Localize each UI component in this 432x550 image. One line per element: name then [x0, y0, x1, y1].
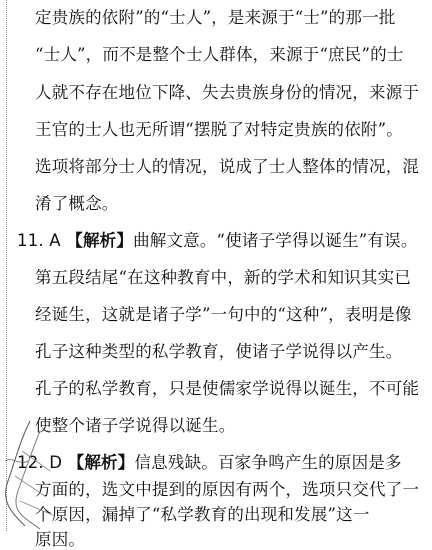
- text-line: 经诞生，这就是诸子学”一句中的“这种”，表明是像: [35, 305, 412, 324]
- text-line: 选项将部分士人的情况，说成了士人整体的情况，混: [35, 157, 420, 176]
- analysis-tag: 【解析】: [67, 453, 135, 472]
- scan-artifact-icon: [0, 411, 70, 531]
- answer-12-header: [17, 453, 432, 473]
- text-line: 第五段结尾“在这种教育中，新的学术和知识其实已: [35, 268, 412, 287]
- text-line: 孔子这种类型的私学教育，使诸子学说得以产生。: [35, 342, 403, 361]
- answer-choice: D: [49, 453, 63, 472]
- text-line: 孔子的私学教育，只是使儒家学说得以诞生，不可能: [35, 379, 420, 398]
- text-line: “士人”，而不是整个士人群体，来源于“庶民”的士: [35, 45, 404, 64]
- answer-text: 信息残缺。百家争鸣产生的原因是多: [134, 453, 402, 472]
- analysis-tag: 【解析】: [66, 231, 134, 250]
- text-line: 使整个诸子学说得以诞生。: [35, 416, 236, 435]
- text-line: 原因。: [35, 530, 86, 549]
- text-line: 淆了概念。: [35, 194, 119, 213]
- answer-choice: A: [49, 231, 61, 250]
- text-line: 定贵族的依附”的“士人”，是来源于“士”的那一批: [35, 8, 396, 27]
- answer-number: 11.: [17, 231, 44, 250]
- answer-11-header: [17, 231, 432, 251]
- answer-text: 曲解文意。“使诸子学得以诞生”有误。: [133, 231, 418, 250]
- text-line: 方面的，选文中提到的原因有两个，选项只交代了一: [35, 480, 420, 499]
- text-line: 个原因，漏掉了“私学教育的出现和发展”这一: [35, 505, 370, 524]
- text-line: 王官的士人也无所谓“摆脱了对特定贵族的依附”。: [35, 120, 403, 139]
- text-line: 人就不存在地位下降、失去贵族身份的情况，来源于: [35, 83, 420, 102]
- answer-number: 12.: [17, 453, 44, 472]
